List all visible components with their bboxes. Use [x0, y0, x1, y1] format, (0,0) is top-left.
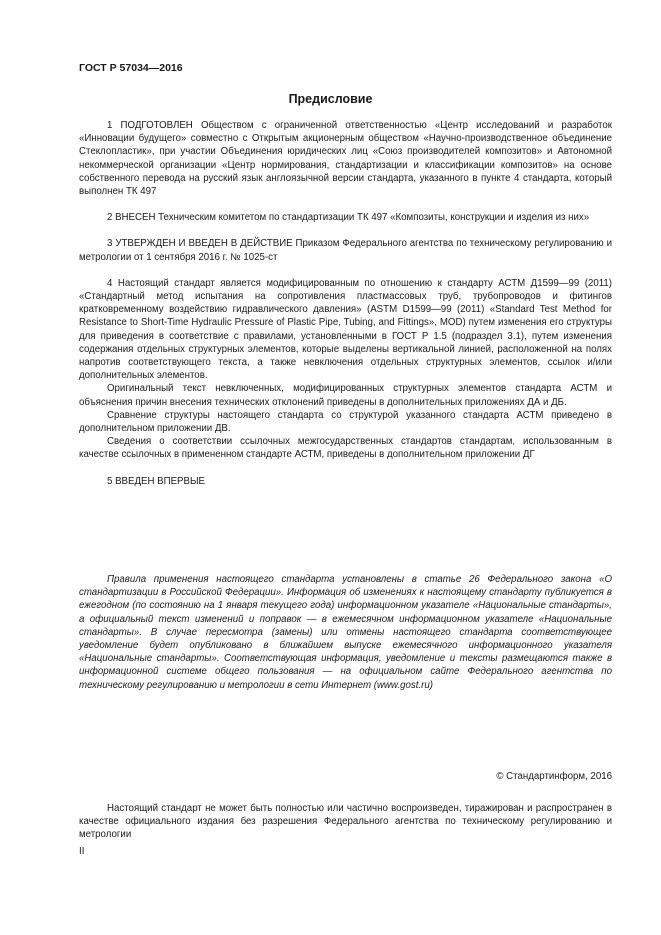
document-code: ГОСТ Р 57034—2016: [79, 62, 183, 74]
application-rules-text: Правила применения настоящего стандарта установлены в статье 26 Федерального закона «О стандартизации в Российской Федерации». Информация об изменениях к настоящему стандарту публикуется в ежегодном (по состоянию на 1 января текущего года) информационном указателе «Национальные стандарты», а официальный текст изменений и поправок — в ежемесячном информационном указателе «Национальные стандарты». В случае пересмотра (замены) или отмены настоящего стандарта соответствующее уведомление будет опубликовано в ближайшем выпуске ежемесячного информационного указателя «Национальные стандарты». Соответствующая информация, уведомление и тексты размещаются также в информационной системе общего пользования — на официальном сайте Федерального агентства по техническому регулированию и метрологии в сети Интернет (www.gost.ru): [79, 574, 612, 691]
preface-item-2: 2 ВНЕСЕН Техническим комитетом по стандартизации ТК 497 «Композиты, конструкции и изделия из них»: [107, 212, 590, 224]
page-number: II: [79, 846, 85, 857]
preface-item-3: 3 УТВЕРЖДЕН И ВВЕДЕН В ДЕЙСТВИЕ Приказом Федерального агентства по техническому регулированию и метрологии от 1 сентября 2016 г. № 1025-ст: [79, 238, 612, 263]
preface-item-5: 5 ВВЕДЕН ВПЕРВЫЕ: [107, 475, 206, 487]
application-rules-notice: [79, 573, 612, 692]
preface-body: [79, 119, 612, 488]
preface-item-1: 1 ПОДГОТОВЛЕН Обществом с ограниченной ответственностью «Центр исследований и разработок «Инновации будущего» совместно с Открытым акционерным обществом «Научно-производственное объединение Стеклопластик», при участии Объединения юридических лиц «Союз производителей композитов» и Автономной некоммерческой организации «Центр нормирования, стандартизации и классификации композитов» на основе собственного перевода на русский язык англоязычной версии стандарта, указанного в пункте 4 стандарта, который выполнен ТК 497: [79, 120, 612, 198]
preface-item-4-paragraph: Оригинальный текст невключенных, модифицированных структурных элементов стандарта АСТМ и объяснения причин внесения технических отклонений приведены в дополнительных приложениях ДА и ДБ.: [79, 383, 612, 408]
preface-item-4: 4 Настоящий стандарт является модифицированным по отношению к стандарту АСТМ Д1599—99 (2011) «Стандартный метод испытания на сопротивления пластмассовых труб, трубопроводов и фитингов кратковременному воздействию гидравлического давления» (ASTM D1599—99 (2011) «Standard Test Method for Resistance to Short-Time Hydraulic Pressure of Plastic Pipe, Tubing, and Fittings», MOD) путем изменения его структуры для приведения в соответствие с правилами, установленными в ГОСТ Р 1.5 (подраздел 3.1), путем изменения содержания отдельных структурных элементов, которые выделены вертикальной линией, расположенной на полях напротив соответствующего текста, а также невключения отдельных структурных элементов, ссылок и/или дополнительных элементов.: [79, 277, 612, 382]
preface-item-4-paragraph: Сведения о соответствии ссылочных межгосударственных стандартов стандартам, использованным в качестве ссылочных в примененном стандарте АСТМ, приведены в дополнительном приложении ДГ: [79, 436, 612, 461]
reproduction-notice-text: Настоящий стандарт не может быть полностью или частично воспроизведен, тиражирован и распространен в качестве официального издания без разрешения Федерального агентства по техническому регулированию и метрологии: [79, 803, 612, 841]
copyright: © Стандартинформ, 2016: [496, 771, 612, 782]
reproduction-notice: [79, 802, 612, 842]
preface-item-4-paragraph: Сравнение структуры настоящего стандарта со структурой указанного стандарта АСТМ приведено в дополнительном приложении ДВ.: [79, 409, 612, 435]
page-title: Предисловие: [288, 92, 373, 106]
